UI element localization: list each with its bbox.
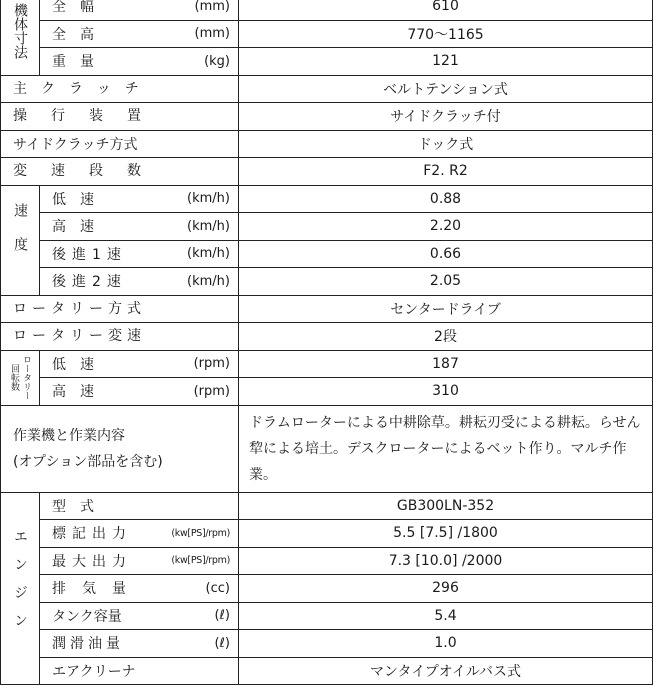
spec-row-rot-high [1,378,653,406]
group-dimensions [1,0,40,75]
value-rotary-method: センタードライブ [239,295,653,323]
value-tank: 5.4 [239,602,653,630]
value-model: GB300LN-352 [239,492,653,520]
label-rotary-method: ロータリー方式 [13,300,146,317]
spec-row-gears [1,158,653,186]
group-engine-label: エンジン [12,529,28,642]
spec-row-rev2 [1,268,653,296]
unit-weight: (kg) [204,53,230,69]
label-gears: 変速段数 [13,163,165,180]
unit-rot-low: (rpm) [193,356,230,372]
label-width: 全 幅 [52,0,94,16]
spec-row-oil [1,630,653,658]
unit-oil: (ℓ) [214,635,230,651]
unit-width: (mm) [194,0,230,14]
unit-high: (km/h) [187,218,230,234]
value-work: ドラムローターによる中耕除草。耕耘刃受による耕耘。らせん犂による培土。デスクローターによるベット作り。マルチ作業。 [249,414,641,483]
value-width: 610 [239,0,653,20]
spec-row-rot-low [1,350,653,378]
label-rot-low: 低 速 [52,356,94,373]
row-label [40,0,239,20]
label-aircleaner: エアクリーナ [52,663,136,680]
spec-row-low [1,185,653,213]
spec-row-side-clutch [1,130,653,158]
label-rotary-speed: ロータリー変速 [13,328,146,345]
value-oil: 1.0 [239,630,653,658]
spec-row-rated [1,520,653,548]
label-oil: 潤滑油量 [52,636,124,653]
spec-row-aircleaner [1,657,653,685]
value-steering: サイドクラッチ付 [239,103,653,131]
label-rot-high: 高 速 [52,384,94,401]
unit-max: (kw[PS]/rpm) [171,555,230,567]
group-speed-label: 速度 [12,203,28,271]
value-weight: 121 [239,48,653,76]
label-steering: 操行装置 [13,108,165,125]
spec-row-rev1 [1,240,653,268]
unit-tank: (ℓ) [214,608,230,624]
label-model: 型 式 [52,498,94,515]
unit-disp: (cc) [205,580,230,596]
unit-rated: (kw[PS]/rpm) [171,527,230,539]
label-weight: 重 量 [52,54,94,71]
spec-row-steering [1,103,653,131]
spec-row-model [1,492,653,520]
label-rev1: 後進1速 [52,246,127,263]
label-rev2: 後進2速 [52,274,127,291]
group-rotation [1,350,40,405]
group-dimensions-label: 機体寸法 [12,2,28,59]
label-work-line2: (オプション部品を含む) [13,453,163,470]
unit-rev2: (km/h) [187,273,230,289]
spec-row-tank [1,602,653,630]
spec-row-width [1,0,653,20]
value-max: 7.3 [10.0] /2000 [239,547,653,575]
label-rated: 標記出力 [52,526,132,543]
label-work-line1: 作業機と作業内容 [13,427,125,444]
unit-rev1: (km/h) [187,246,230,262]
unit-rot-high: (rpm) [193,383,230,399]
spec-row-rotary-speed [1,323,653,351]
label-high: 高 速 [52,219,94,236]
spec-row-high [1,213,653,241]
value-rev2: 2.05 [239,268,653,296]
value-rot-high: 310 [239,378,653,406]
spec-row-work [1,405,653,492]
spec-row-rotary-method [1,295,653,323]
value-rotary-speed: 2段 [239,323,653,351]
value-low: 0.88 [239,185,653,213]
value-side-clutch: ドック式 [239,130,653,158]
value-high: 2.20 [239,213,653,241]
value-rev1: 0.66 [239,240,653,268]
group-speed [1,185,40,295]
group-rotation-label-b: ロータリー [21,355,31,400]
spec-row-weight [1,48,653,76]
label-tank: タンク容量 [52,608,122,625]
value-rot-low: 187 [239,350,653,378]
unit-height: (mm) [194,26,230,42]
value-gears: F2. R2 [239,158,653,186]
value-rated: 5.5 [7.5] /1800 [239,520,653,548]
spec-row-main-clutch [1,75,653,103]
label-low: 低 速 [52,191,94,208]
spec-row-max [1,547,653,575]
unit-low: (km/h) [187,191,230,207]
label-height: 全 高 [52,26,94,43]
label-main-clutch: 主クラッチ [13,80,153,97]
label-max: 最大出力 [52,553,132,570]
spec-row-height [1,20,653,48]
group-engine [1,492,40,685]
spec-row-disp [1,575,653,603]
label-disp: 排気量 [52,581,142,598]
label-side-clutch: サイドクラッチ方式 [13,136,138,153]
value-aircleaner: マンタイプオイルバス式 [239,657,653,685]
group-rotation-label-a: 回転数 [9,364,19,391]
value-disp: 296 [239,575,653,603]
value-main-clutch: ベルトテンション式 [239,75,653,103]
value-height: 770～1165 [239,20,653,48]
